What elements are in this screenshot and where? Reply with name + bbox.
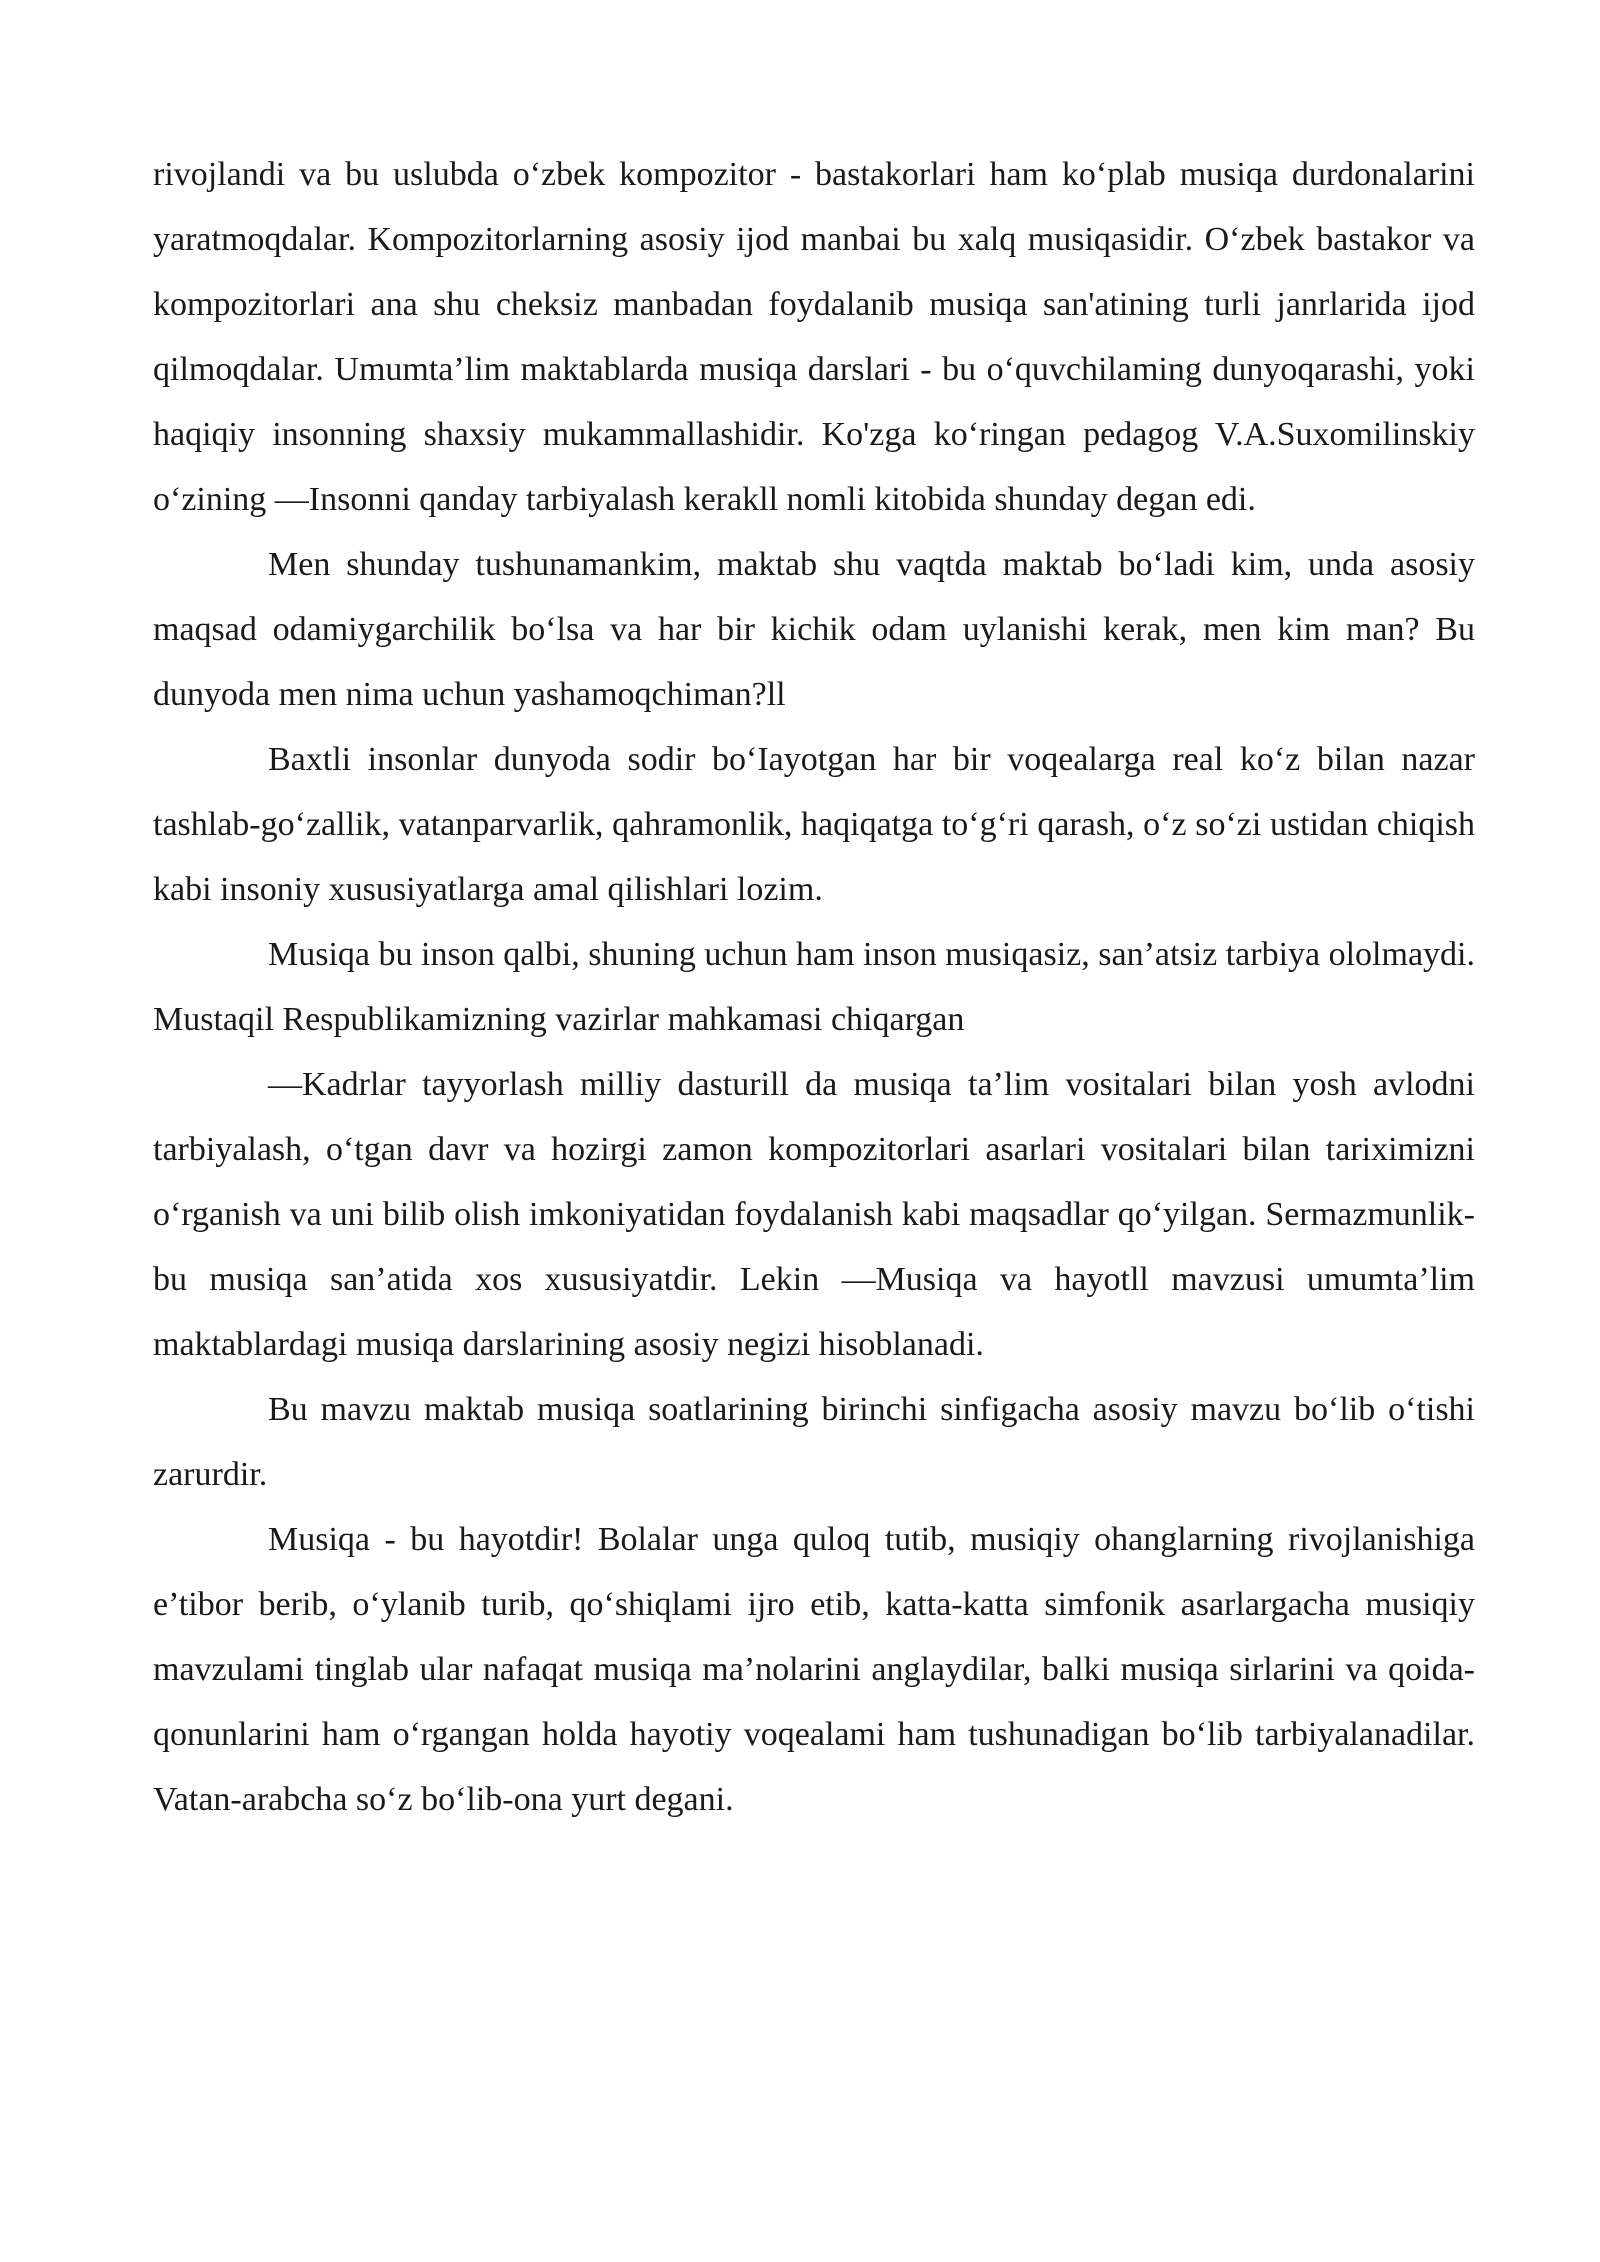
paragraph-7: Musiqa - bu hayotdir! Bolalar unga quloq tutib, musiqiy ohanglarning rivojlanishiga e’tibor berib, o‘ylanib turib, qo‘shiqlami ijro etib, katta-katta simfonik asarlargacha musiqiy mavzulami tinglab ular nafaqat musiqa ma’nolarini anglaydilar, balki musiqa sirlarini va qoida-qonunlarini ham o‘rgangan holda hayotiy voqealami ham tushunadigan bo‘lib tarbiyalanadilar. Vatan-arabcha so‘z bo‘lib-ona yurt degani.	[153, 1521, 1475, 1818]
paragraph-4: Musiqa bu inson qalbi, shuning uchun ham inson musiqasiz, san’atsiz tarbiya ololmaydi. Mustaqil Respublikamizning vazirlar mahkamasi chiqargan	[153, 936, 1475, 1038]
paragraph-5: ―Kadrlar tayyorlash milliy dasturill da musiqa ta’lim vositalari bilan yosh avlodni tarbiyalash, o‘tgan davr va hozirgi zamon kompozitorlari asarlari vositalari bilan tariximizni o‘rganish va uni bilib olish imkoniyatidan foydalanish kabi maqsadlar qo‘yilgan. Sermazmunlik-bu musiqa san’atida xos xususiyatdir. Lekin ―Musiqa va hayotll mavzusi umumta’lim maktablardagi musiqa darslarining asosiy negizi hisoblanadi.	[153, 1066, 1475, 1363]
document-page	[153, 142, 1475, 1832]
paragraph-6: Bu mavzu maktab musiqa soatlarining birinchi sinfigacha asosiy mavzu bo‘lib o‘tishi zarurdir.	[153, 1391, 1475, 1493]
paragraph-3: Baxtli insonlar dunyoda sodir bo‘Iayotgan har bir voqealarga real ko‘z bilan nazar tashlab-go‘zallik, vatanparvarlik, qahramonlik, haqiqatga to‘g‘ri qarash, o‘z so‘zi ustidan chiqish kabi insoniy xususiyatlarga amal qilishlari lozim.	[153, 741, 1475, 908]
paragraph-1: rivojlandi va bu uslubda o‘zbek kompozitor - bastakorlari ham ko‘plab musiqa durdonalarini yaratmoqdalar. Kompozitorlarning asosiy ijod manbai bu xalq musiqasidir. O‘zbek bastakor va kompozitorlari ana shu cheksiz manbadan foydalanib musiqa san'atining turli janrlarida ijod qilmoqdalar. Umumta’lim maktablarda musiqa darslari - bu o‘quvchilaming dunyoqarashi, yoki haqiqiy insonning shaxsiy mukammallashidir. Ko'zga ko‘ringan pedagog V.A.Suxomilinskiy o‘zining ―Insonni qanday tarbiyalash kerakll nomli kitobida shunday degan edi.	[153, 156, 1475, 518]
paragraph-2: Men shunday tushunamankim, maktab shu vaqtda maktab bo‘ladi kim, unda asosiy maqsad odamiygarchilik bo‘lsa va har bir kichik odam uylanishi kerak, men kim man? Bu dunyoda men nima uchun yashamoqchiman?ll	[153, 546, 1475, 713]
